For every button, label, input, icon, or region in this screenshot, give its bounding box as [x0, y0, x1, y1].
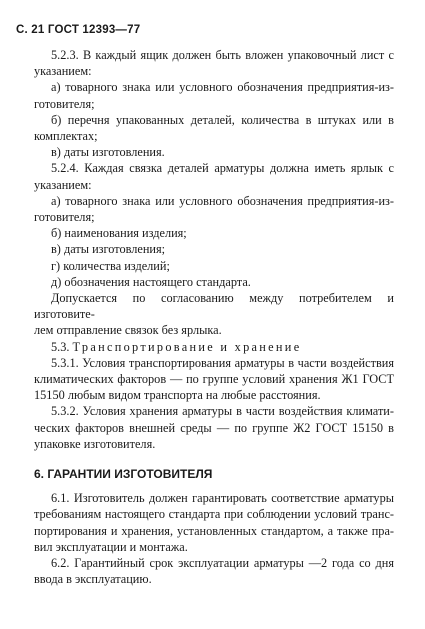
text-line: готовителя;: [34, 96, 95, 111]
document-body: [34, 47, 394, 588]
clause-6-2: 6.2. Гарантийный срок эксплуатации арматуры —2 года со дня: [51, 556, 394, 571]
clause-5-3-1: 5.3.1. Условия транспортирования арматуры в части воздействия: [51, 355, 394, 370]
page-header: С. 21 ГОСТ 12393—77: [16, 24, 141, 36]
list-item: д) обозначения настоящего стандарта.: [51, 274, 251, 289]
clause-5-2-4: 5.2.4. Каждая связка деталей арматуры должна иметь ярлык с: [51, 161, 394, 176]
text-line: Допускается по согласованию между потребителем и изготовите-: [34, 291, 394, 322]
text-line: указанием:: [34, 64, 92, 79]
clause-5-3-2: 5.3.2. Условия хранения арматуры в части воздействия климати-: [51, 404, 394, 419]
text-line: ческих факторов внешней среды — по группе Ж2 ГОСТ 15150 в: [34, 420, 394, 435]
text-line: требованиям настоящего стандарта при соблюдении условий транс-: [34, 507, 394, 522]
text-line: портирования и хранения, установленных стандартом, а также пра-: [34, 523, 394, 538]
section-title: Транспортирование и хранение: [72, 339, 302, 354]
text-line: 15150 любым видом транспорта на любые расстояния.: [34, 388, 321, 403]
text-line: упаковке изготовителя.: [34, 436, 156, 451]
text-line: лем отправление связок без ярлыка.: [34, 323, 222, 338]
list-item: а) товарного знака или условного обозначения предприятия-из-: [51, 193, 394, 208]
section-number: 5.3.: [51, 339, 73, 354]
section-6-heading: 6. ГАРАНТИИ ИЗГОТОВИТЕЛЯ: [34, 467, 213, 482]
list-item: в) даты изготовления.: [51, 145, 165, 160]
text-line: ввода в эксплуатацию.: [34, 572, 152, 587]
clause-5-2-3: 5.2.3. В каждый ящик должен быть вложен упаковочный лист с: [51, 48, 394, 62]
section-5-3-title: [34, 339, 394, 355]
text-line: вил эксплуатации и монтажа.: [34, 539, 188, 554]
clause-6-1: 6.1. Изготовитель должен гарантировать соответствие арматуры: [51, 491, 394, 506]
text-line: указанием:: [34, 177, 92, 192]
list-item: г) количества изделий;: [51, 258, 170, 273]
list-item: в) даты изготовления;: [51, 242, 166, 257]
list-item: а) товарного знака или условного обозначения предприятия-из-: [51, 80, 394, 95]
list-item: б) наименования изделия;: [51, 226, 187, 241]
text-line: климатических факторов — по группе условий хранения Ж1 ГОСТ: [34, 372, 394, 387]
text-line: готовителя;: [34, 210, 95, 225]
list-item: б) перечня упакованных деталей, количества в штуках или в: [51, 112, 394, 127]
text-line: комплектах;: [34, 129, 98, 144]
